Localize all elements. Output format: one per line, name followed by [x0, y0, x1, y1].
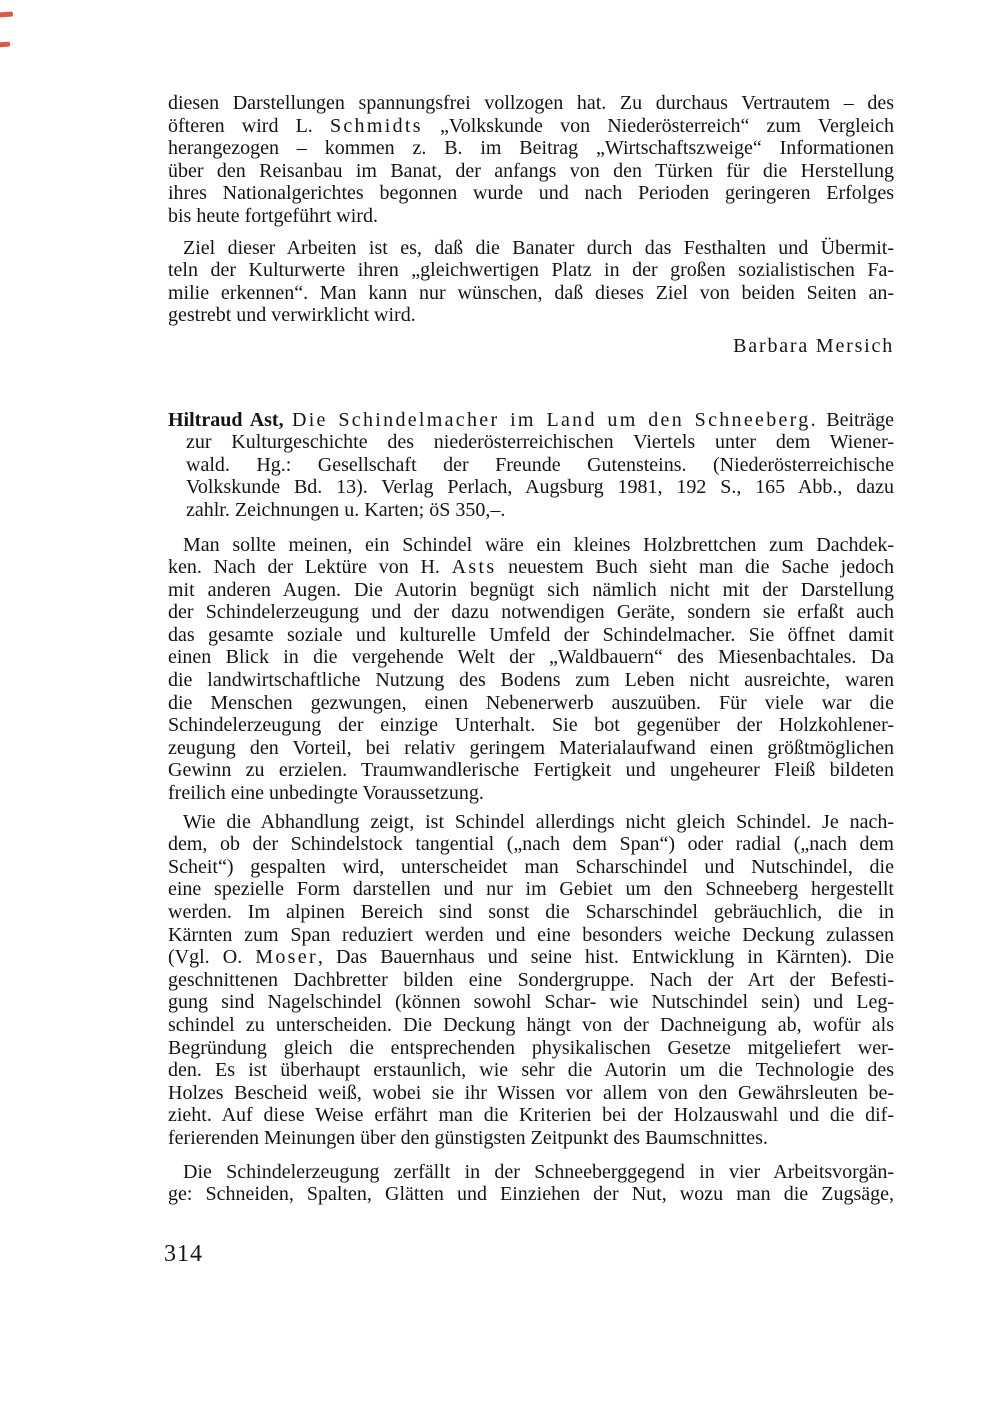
text-line: mit anderen Augen. Die Autorin begnügt sich nämlich nicht mit der Darstellung — [168, 578, 894, 601]
text-segment: Moser — [255, 946, 318, 969]
text-line — [168, 946, 894, 969]
text-line: die landwirtschaftliche Nutzung des Bodens zum Leben nicht ausreichte, waren — [168, 669, 894, 692]
text-line: bis heute fortgeführt wird. — [168, 204, 378, 227]
paragraph-review-end — [168, 92, 894, 228]
text-line: Kärnten zum Span reduziert werden und eine besonders weiche Deckung zulassen — [168, 923, 894, 946]
text-segment: ken. Nach der Lektüre von H. — [168, 556, 452, 579]
text-line — [168, 556, 894, 579]
text-segment: (Vgl. O. — [168, 946, 256, 969]
text-line: Gewinn zu erzielen. Traumwandlerische Fertigkeit und ungeheurer Fleiß bildeten — [168, 759, 894, 782]
text-segment: neuestem Buch sieht man die Sache jedoch — [496, 556, 894, 579]
text-line: werden. Im alpinen Bereich sind sonst die Scharschindel gebräuchlich, die in — [168, 901, 894, 923]
paragraph-review-body-2 — [168, 811, 894, 1150]
reviewer-signature: Barbara Mersich — [733, 334, 894, 357]
text-line: Scheit“) gespalten wird, unterscheidet man Scharschindel und Nutschindel, die — [168, 855, 894, 878]
text-line: die Menschen gezwungen, einen Nebenerwerb auszuüben. Für viele war die — [168, 691, 894, 714]
text-line: geschnittenen Dachbretter bilden eine Sondergruppe. Nach der Art der Befesti- — [168, 968, 894, 991]
text-line: den. Es ist überhaupt erstaunlich, wie sehr die Autorin um die Technologie des — [168, 1059, 894, 1082]
text-line: ge: Schneiden, Spalten, Glätten und Einziehen der Nut, wozu man die Zugsäge, — [168, 1183, 894, 1206]
text-segment: „Volkskunde von Niederösterreich“ zum Vergleich — [422, 114, 894, 137]
text-line: eine spezielle Form darstellen und nur im Gebiet um den Schneeberg hergestellt — [168, 878, 894, 901]
text-line: ihres Nationalgerichtes begonnen wurde und nach Perioden geringeren Erfolges — [168, 182, 894, 205]
text-line: Man sollte meinen, ein Schindel wäre ein kleines Holzbrettchen zum Dachdek- — [183, 533, 894, 556]
text-line: der Schindelerzeugung und der dazu notwendigen Geräte, sondern sie erfaßt auch — [168, 601, 894, 624]
page-number: 314 — [164, 1241, 203, 1267]
text-line: herangezogen – kommen z. B. im Beitrag „Wirtschaftszweige“ Informationen — [168, 137, 894, 160]
paragraph-review-body-3 — [168, 1161, 894, 1206]
text-segment: Die Schindelmacher im Land um den Schneeberg. — [291, 408, 818, 431]
text-line: gung sind Nagelschindel (können sowohl Schar- wie Nutschindel sein) und Leg- — [168, 991, 894, 1014]
text-line: zeugung den Vorteil, bei relativ geringem Materialaufwand einen größtmöglichen — [168, 736, 894, 759]
text-line: ferierenden Meinungen über den günstigsten Zeitpunkt des Baumschnittes. — [168, 1126, 768, 1149]
text-line: Wie die Abhandlung zeigt, ist Schindel allerdings nicht gleich Schindel. Je nach- — [183, 810, 894, 833]
text-line: einen Blick in die vergehende Welt der „Waldbauern“ des Miesenbachtales. Da — [168, 646, 894, 669]
text-segment: , Das Bauernhaus und seine hist. Entwicklung in Kärnten). Die — [317, 946, 894, 969]
text-segment: Schmidts — [329, 114, 423, 137]
text-segment: öfteren wird L. — [168, 114, 330, 137]
text-segment: Beiträge — [817, 408, 894, 431]
text-column — [168, 92, 894, 1206]
text-line: wald. Hg.: Gesellschaft der Freunde Gutensteins. (Niederösterreichische — [186, 453, 894, 476]
text-line — [168, 409, 894, 432]
paragraph-review-body-1 — [168, 534, 894, 805]
text-line: teln der Kulturwerte ihren „gleichwertigen Platz in der großen sozialistischen Fa- — [168, 259, 894, 282]
book-citation-heading — [168, 409, 894, 522]
text-segment: Asts — [451, 556, 497, 579]
red-pen-mark — [0, 42, 10, 48]
text-line: das gesamte soziale und kulturelle Umfeld der Schindelmacher. Sie öffnet damit — [168, 623, 894, 646]
text-line: schindel zu unterscheiden. Die Deckung hängt von der Dachneigung ab, wofür als — [168, 1013, 894, 1036]
text-line — [168, 115, 894, 138]
text-line: gestrebt und verwirklicht wird. — [168, 304, 416, 327]
text-line: Schindelerzeugung der einzige Unterhalt. Sie bot gegenüber der Holzkohlener- — [168, 714, 894, 737]
text-line: zahlr. Zeichnungen u. Karten; öS 350,–. — [186, 498, 506, 521]
text-line: Volkskunde Bd. 13). Verlag Perlach, Augsburg 1981, 192 S., 165 Abb., dazu — [186, 476, 894, 499]
text-line: freilich eine unbedingte Voraussetzung. — [168, 782, 484, 805]
text-line: Ziel dieser Arbeiten ist es, daß die Banater durch das Festhalten und Übermit- — [183, 236, 894, 259]
red-pen-mark — [0, 11, 13, 17]
paragraph-review-conclusion — [168, 237, 894, 327]
text-line: dem, ob der Schindelstock tangential („nach dem Span“) oder radial („nach dem — [168, 833, 894, 856]
text-segment — [284, 409, 292, 431]
text-line: milie erkennen“. Man kann nur wünschen, daß dieses Ziel von beiden Seiten an- — [168, 281, 894, 304]
text-line: zur Kulturgeschichte des niederösterreichischen Viertels unter dem Wiener- — [186, 431, 894, 454]
text-line: Die Schindelerzeugung zerfällt in der Schneeberggegend in vier Arbeitsvorgän- — [183, 1160, 894, 1183]
text-line: zieht. Auf diese Weise erfährt man die Kriterien bei der Holzauswahl und die dif- — [168, 1104, 894, 1127]
author-name: Hiltraud Ast, — [168, 408, 284, 431]
text-line: Holzes Bescheid weiß, wobei sie ihr Wissen vor allem von den Gewährsleuten be- — [168, 1081, 894, 1104]
text-line: über den Reisanbau im Banat, der anfangs von den Türken für die Herstellung — [168, 159, 894, 182]
text-line: diesen Darstellungen spannungsfrei vollzogen hat. Zu durchaus Vertrautem – des — [168, 92, 894, 114]
text-line: Begründung gleich die entsprechenden physikalischen Gesetze mitgeliefert wer- — [168, 1036, 894, 1059]
